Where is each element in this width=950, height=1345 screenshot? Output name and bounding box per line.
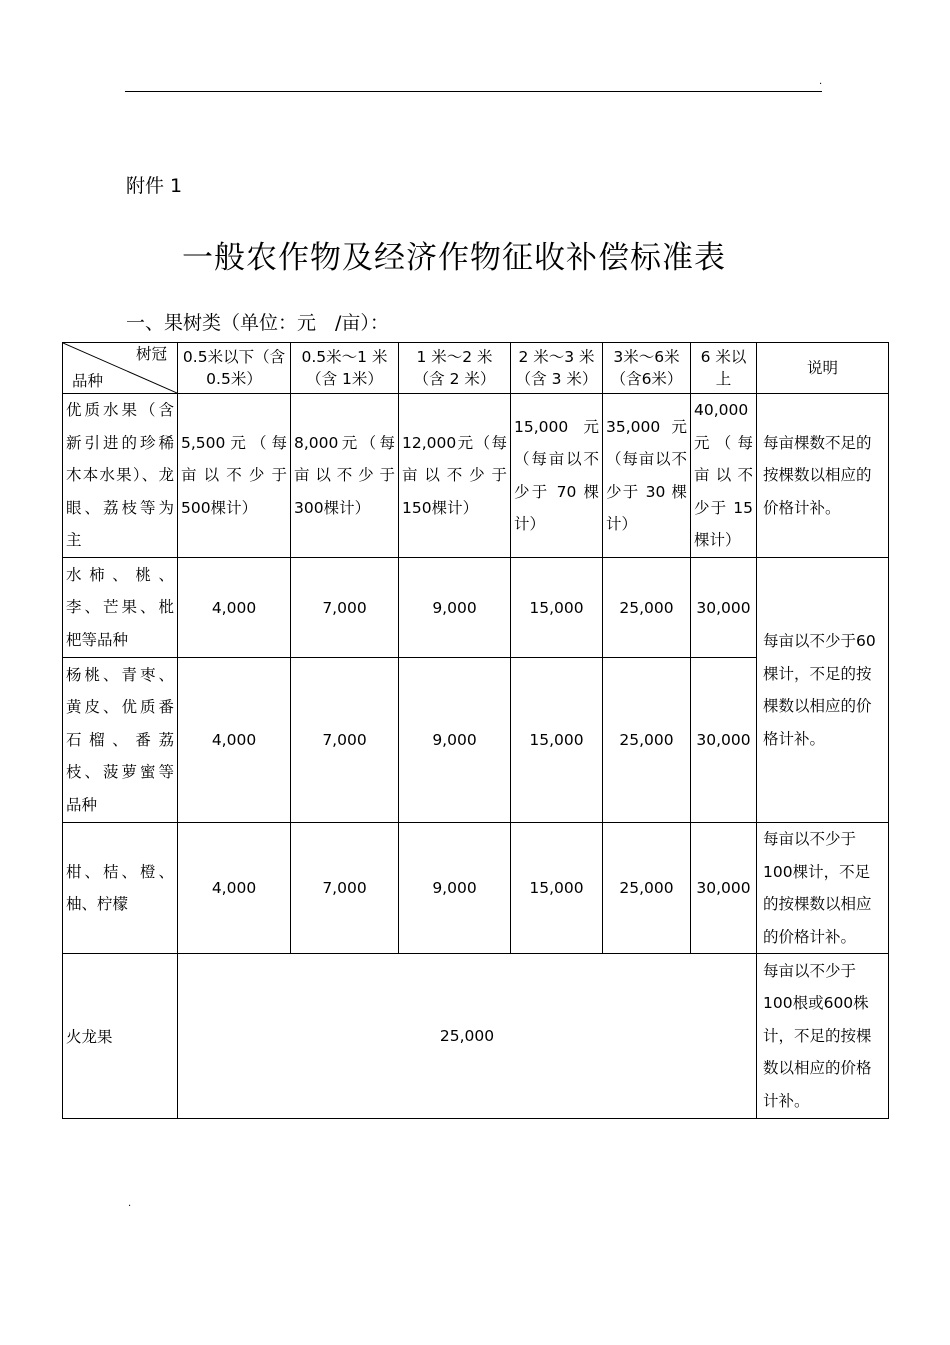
variety-cell: 水柿、桃、李、芒果、枇杷等品种 [63,558,178,658]
annex-label: 附件 1 [126,175,183,197]
note-cell: 每亩以不少于100棵计，不足的按棵数以相应的价格计补。 [757,823,889,954]
corner-top-label: 树冠 [135,345,167,363]
corner-bottom-label: 品种 [72,372,104,390]
variety-cell: 优质水果（含新引进的珍稀木本水果）、龙眼、荔枝等为主 [63,394,178,558]
column-header: 0.5米～1 米（含 1米） [291,343,399,394]
price-cell: 7,000 [291,558,399,658]
price-cell: 7,000 [291,658,399,823]
price-cell: 4,000 [178,823,291,954]
price-cell: 9,000 [399,558,511,658]
price-cell: 30,000 [691,823,757,954]
price-cell: 30,000 [691,658,757,823]
price-cell: 7,000 [291,823,399,954]
note-header: 说明 [757,343,889,394]
variety-cell: 柑、桔、橙、柚、柠檬 [63,823,178,954]
note-cell: 每亩以不少于100根或600株计，不足的按棵数以相应的价格计补。 [757,954,889,1119]
price-cell: 5,500元（每亩以不少于500棵计） [178,394,291,558]
table-row [63,823,889,954]
header-mark: . [819,76,823,87]
price-cell: 4,000 [178,558,291,658]
table-row [63,954,889,1119]
price-cell: 12,000元（每亩以不少于150棵计） [399,394,511,558]
column-header: 1 米～2 米（含 2 米） [399,343,511,394]
column-header: 0.5米以下（含 0.5米） [178,343,291,394]
table-header-row [63,343,889,394]
compensation-table [62,342,889,1119]
table-row [63,394,889,558]
shared-note-cell: 每亩以不少于60 棵计，不足的按棵数以相应的价格计补。 [757,558,889,823]
table-row [63,558,889,658]
price-cell: 25,000 [603,558,691,658]
price-cell: 9,000 [399,658,511,823]
price-cell: 25,000 [603,658,691,823]
header-rule [125,91,822,92]
price-cell: 35,000 元（每亩以不少于 30 棵计） [603,394,691,558]
price-cell: 15,000 [511,658,603,823]
variety-cell: 杨桃、青枣、黄皮、优质番石榴、番荔枝、菠萝蜜等品种 [63,658,178,823]
page-title: 一般农作物及经济作物征收补偿标准表 [182,240,726,276]
corner-header-cell [63,343,178,394]
column-header: 3米～6米（含6米） [603,343,691,394]
price-cell: 8,000元（每亩以不少于300棵计） [291,394,399,558]
price-cell: 40,000 元（每亩以不少于 15 棵计） [691,394,757,558]
variety-cell: 火龙果 [63,954,178,1119]
price-cell: 15,000 [511,823,603,954]
price-cell: 15,000 [511,558,603,658]
price-cell: 30,000 [691,558,757,658]
price-cell: 15,000 元（每亩以不少于 70 棵计） [511,394,603,558]
price-cell: 25,000 [178,954,757,1119]
price-cell: 4,000 [178,658,291,823]
column-header: 6 米以上 [691,343,757,394]
section-heading: 一、果树类（单位：元 /亩）： [126,312,389,334]
price-cell: 9,000 [399,823,511,954]
footer-mark: . [128,1198,132,1209]
column-header: 2 米～3 米（含 3 米） [511,343,603,394]
price-cell: 25,000 [603,823,691,954]
note-cell: 每亩棵数不足的按棵数以相应的价格计补。 [757,394,889,558]
